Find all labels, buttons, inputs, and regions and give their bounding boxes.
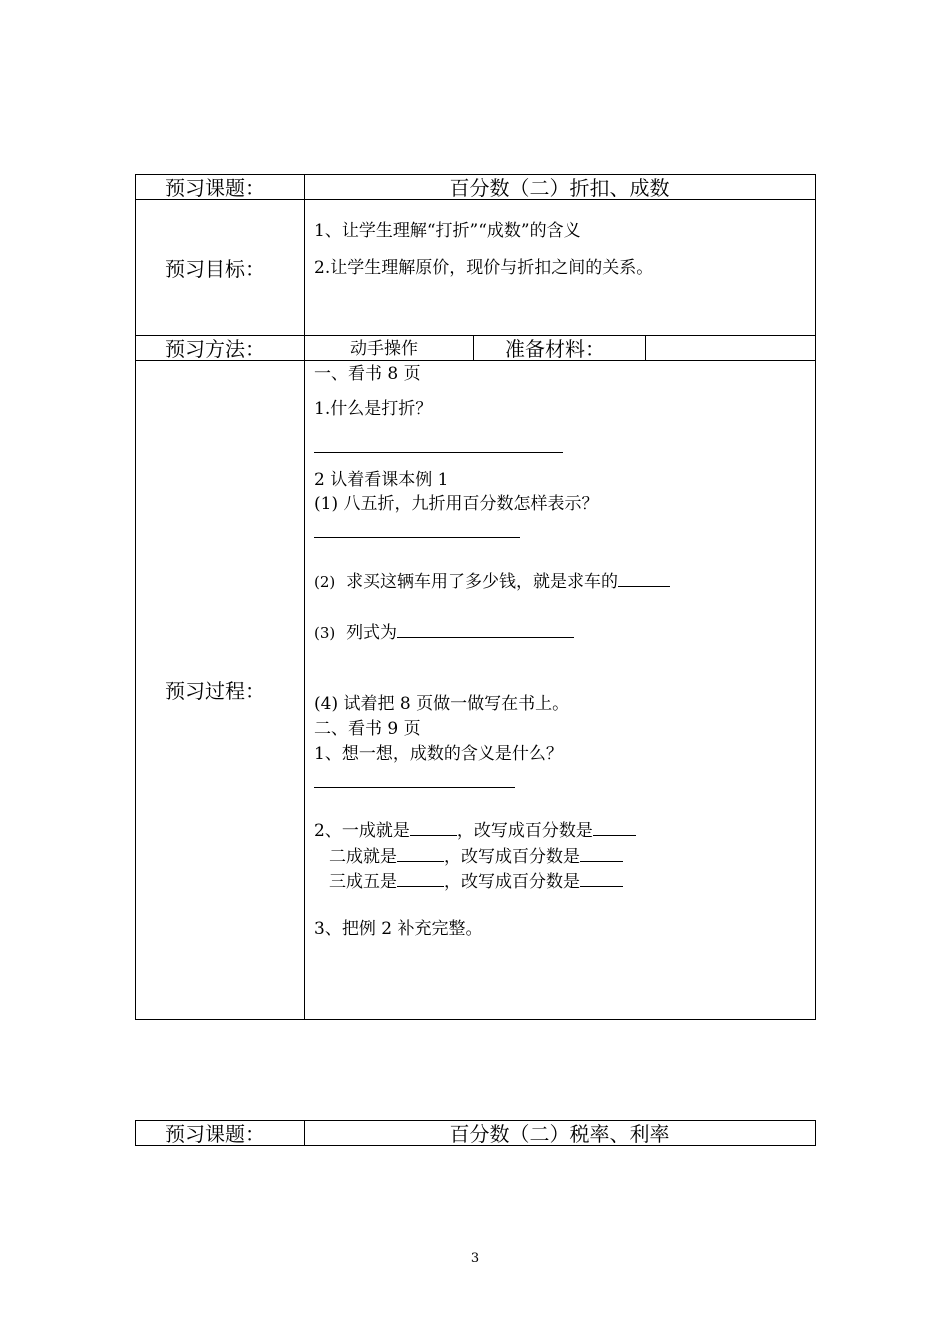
table-border xyxy=(135,174,136,1020)
question-2-2-text: 求买这辆车用了多少钱，就是求车的 xyxy=(346,572,619,592)
table-border xyxy=(645,335,646,360)
question-4-b-pre: 二成就是 xyxy=(329,847,397,867)
table-border xyxy=(473,335,474,360)
table-border xyxy=(135,1120,136,1146)
question-4-c xyxy=(329,870,623,892)
method-value: 动手操作 xyxy=(350,339,418,359)
section-1-heading: 一、看书 8 页 xyxy=(314,364,421,384)
fill-blank xyxy=(618,570,670,587)
question-4-mid: ，改写成百分数是 xyxy=(444,847,580,867)
fill-blank xyxy=(397,621,574,638)
question-3: 1、想一想，成数的含义是什么？ xyxy=(314,744,563,764)
answer-line xyxy=(314,787,515,788)
fill-blank xyxy=(410,819,457,836)
question-2-1: (1) 八五折，九折用百分数怎样表示？ xyxy=(314,494,599,514)
item-number: (2) xyxy=(314,573,336,591)
section-2-heading: 二、看书 9 页 xyxy=(314,719,421,739)
question-2: 2 认着看课本例 1 xyxy=(314,470,449,490)
goal-item-1: 1、让学生理解“打折”“成数”的含义 xyxy=(314,221,581,241)
table-border xyxy=(135,1120,816,1121)
table-border xyxy=(135,174,816,175)
question-4-a-pre: 2、一成就是 xyxy=(314,821,410,841)
question-4-mid: ，改写成百分数是 xyxy=(444,872,580,892)
fill-blank xyxy=(580,870,623,887)
table-border xyxy=(304,174,305,1020)
answer-line xyxy=(314,537,520,538)
table-border xyxy=(815,174,816,1020)
fill-blank xyxy=(397,845,444,862)
page-number: 3 xyxy=(470,1251,480,1266)
table-border xyxy=(135,335,816,336)
process-label: 预习过程： xyxy=(165,679,265,703)
topic-label-2: 预习课题： xyxy=(165,1122,265,1146)
topic-value-2: 百分数（二）税率、利率 xyxy=(449,1122,670,1146)
answer-line xyxy=(314,452,563,453)
table-border xyxy=(815,1120,816,1146)
question-2-3-text: 列式为 xyxy=(346,623,398,643)
question-2-2 xyxy=(314,570,670,592)
question-4-c-pre: 三成五是 xyxy=(329,872,397,892)
question-4-mid: ，改写成百分数是 xyxy=(456,821,593,841)
material-label: 准备材料： xyxy=(505,337,605,361)
fill-blank xyxy=(397,870,444,887)
question-4-b xyxy=(329,845,623,867)
fill-blank xyxy=(593,819,636,836)
topic-value: 百分数（二）折扣、成数 xyxy=(449,176,670,200)
question-2-3 xyxy=(314,621,574,643)
table-border xyxy=(135,1019,816,1020)
goal-label: 预习目标： xyxy=(165,257,265,281)
question-5: 3、把例 2 补充完整。 xyxy=(314,919,483,939)
question-4-a xyxy=(314,819,636,841)
topic-label: 预习课题： xyxy=(165,176,265,200)
method-label: 预习方法： xyxy=(165,337,265,361)
item-number: (3) xyxy=(314,624,336,642)
goal-item-2: 2.让学生理解原价，现价与折扣之间的关系。 xyxy=(314,258,654,278)
question-2-4: (4) 试着把 8 页做一做写在书上。 xyxy=(314,694,570,714)
question-1: 1.什么是打折？ xyxy=(314,399,433,419)
fill-blank xyxy=(580,845,623,862)
